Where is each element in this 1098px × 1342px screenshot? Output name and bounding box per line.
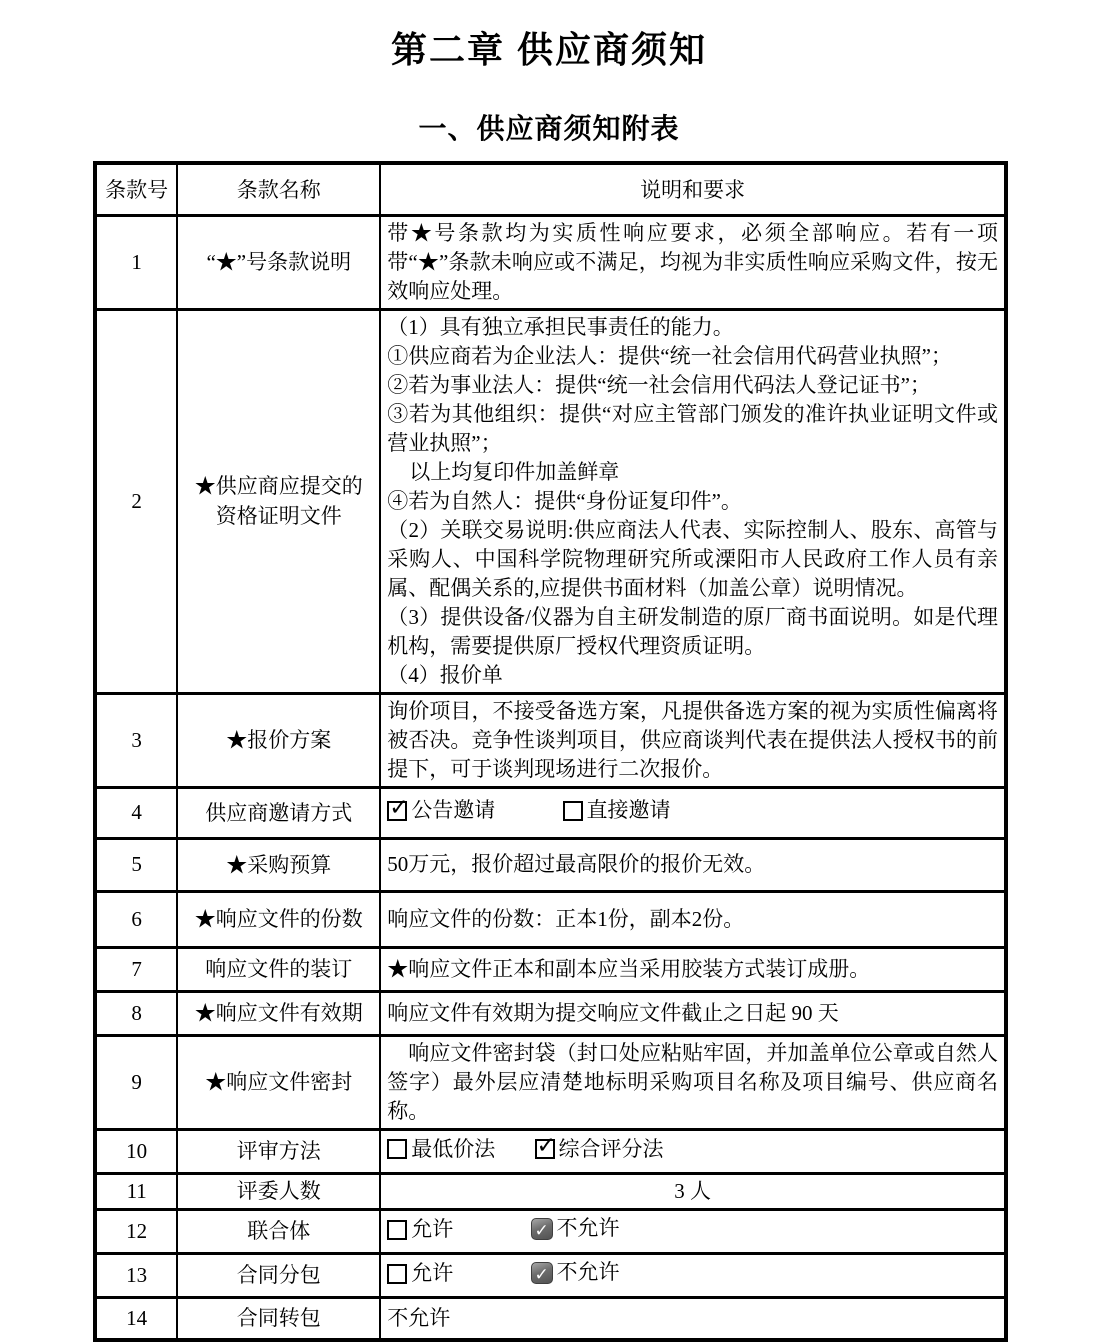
clause-no: 5 — [95, 838, 177, 891]
clause-no: 3 — [95, 693, 177, 787]
clause-no: 8 — [95, 991, 177, 1035]
table-header-row — [95, 163, 1006, 215]
checkbox-checked-gray-icon[interactable] — [531, 1218, 553, 1240]
clause-no: 6 — [95, 891, 177, 947]
supplier-notice-table — [93, 161, 1008, 1342]
option-subcontract-allowed[interactable] — [387, 1259, 453, 1288]
option-label: 综合评分法 — [558, 1136, 664, 1161]
checkbox-checked-icon[interactable] — [535, 1139, 555, 1159]
checkbox-unchecked-icon[interactable] — [387, 1220, 407, 1240]
option-consortium-not-allowed[interactable] — [531, 1214, 620, 1243]
clause-no: 10 — [95, 1129, 177, 1173]
table-row — [95, 1035, 1006, 1129]
option-public-invitation[interactable] — [387, 796, 495, 825]
clause-name: ★报价方案 — [177, 693, 380, 787]
table-row — [95, 1253, 1006, 1297]
table-row — [95, 947, 1006, 991]
clause-desc — [380, 309, 1006, 693]
clause-no: 4 — [95, 787, 177, 838]
desc-line: （4）报价单 — [387, 662, 503, 687]
clause-no: 14 — [95, 1297, 177, 1340]
checkbox-unchecked-icon[interactable] — [563, 801, 583, 821]
table-row — [95, 1209, 1006, 1253]
clause-no: 11 — [95, 1173, 177, 1209]
clause-desc: 响应文件的份数：正本1份，副本2份。 — [380, 891, 1006, 947]
checkbox-unchecked-icon[interactable] — [387, 1264, 407, 1284]
clause-name: ★响应文件有效期 — [177, 991, 380, 1035]
desc-line: （3）提供设备/仪器为自主研发制造的原厂商书面说明。如是代理机构，需要提供原厂授权代理资质证明。 — [387, 604, 998, 658]
clause-desc: 响应文件密封袋（封口处应粘贴牢固，并加盖单位公章或自然人签字）最外层应清楚地标明采购项目名称及项目编号、供应商名称。 — [380, 1035, 1006, 1129]
desc-line: ③若为其他组织：提供“对应主管部门颁发的准许执业证明文件或营业执照”； — [387, 401, 998, 455]
clause-name: ★供应商应提交的资格证明文件 — [177, 309, 380, 693]
clause-desc — [380, 1209, 1006, 1253]
clause-desc — [380, 787, 1006, 838]
clause-desc: 询价项目，不接受备选方案，凡提供备选方案的视为实质性偏离将被否决。竞争性谈判项目，供应商谈判代表在提供法人授权书的前提下，可于谈判现场进行二次报价。 — [380, 693, 1006, 787]
page-title: 第二章 供应商须知 — [390, 29, 707, 70]
clause-name: ★采购预算 — [177, 838, 380, 891]
desc-line: ②若为事业法人：提供“统一社会信用代码法人登记证书”； — [387, 372, 931, 397]
table-row — [95, 838, 1006, 891]
option-label: 公告邀请 — [411, 798, 496, 823]
desc-line: （1）具有独立承担民事责任的能力。 — [387, 314, 734, 339]
clause-name: 合同转包 — [177, 1297, 380, 1340]
desc-line: （2）关联交易说明:供应商法人代表、实际控制人、股东、高管与采购人、中国科学院物理研究所或溧阳市人民政府工作人员有亲属、配偶关系的,应提供书面材料（加盖公章）说明情况。 — [387, 517, 998, 600]
clause-no: 9 — [95, 1035, 177, 1129]
table-row — [95, 991, 1006, 1035]
table-row — [95, 693, 1006, 787]
clause-desc: ★响应文件正本和副本应当采用胶装方式装订成册。 — [380, 947, 1006, 991]
option-label: 最低价法 — [411, 1136, 496, 1161]
clause-no: 12 — [95, 1209, 177, 1253]
clause-name: “★”号条款说明 — [177, 215, 380, 309]
checkbox-checked-gray-icon[interactable] — [531, 1262, 553, 1284]
clause-name: 联合体 — [177, 1209, 380, 1253]
clause-no: 13 — [95, 1253, 177, 1297]
clause-desc: 响应文件有效期为提交响应文件截止之日起 90 天 — [380, 991, 1006, 1035]
desc-line: ④若为自然人：提供“身份证复印件”。 — [387, 488, 742, 513]
checkbox-unchecked-icon[interactable] — [387, 1139, 407, 1159]
checkbox-checked-icon[interactable] — [387, 801, 407, 821]
clause-name: 响应文件的装订 — [177, 947, 380, 991]
option-label: 允许 — [411, 1217, 454, 1242]
clause-no: 1 — [95, 215, 177, 309]
clause-name: 供应商邀请方式 — [177, 787, 380, 838]
option-label: 不允许 — [556, 1216, 620, 1241]
option-label: 不允许 — [556, 1260, 620, 1285]
clause-desc — [380, 1129, 1006, 1173]
header-clause-no: 条款号 — [95, 163, 177, 215]
table-row — [95, 309, 1006, 693]
desc-line: ①供应商若为企业法人：提供“统一社会信用代码营业执照”； — [387, 343, 952, 368]
clause-desc: 不允许 — [380, 1297, 1006, 1340]
clause-no: 7 — [95, 947, 177, 991]
table-row — [95, 1297, 1006, 1340]
section-subtitle: 一、供应商须知附表 — [418, 113, 680, 144]
header-clause-name: 条款名称 — [177, 163, 380, 215]
option-subcontract-not-allowed[interactable] — [531, 1258, 620, 1287]
table-row — [95, 787, 1006, 838]
header-clause-desc: 说明和要求 — [380, 163, 1006, 215]
option-lowest-price-method[interactable] — [387, 1135, 495, 1164]
clause-desc: 50万元，报价超过最高限价的报价无效。 — [380, 838, 1006, 891]
desc-line: 以上均复印件加盖鲜章 — [409, 459, 620, 484]
clause-name: ★响应文件的份数 — [177, 891, 380, 947]
clause-name: ★响应文件密封 — [177, 1035, 380, 1129]
clause-name: 评审方法 — [177, 1129, 380, 1173]
option-comprehensive-scoring-method[interactable] — [535, 1135, 664, 1164]
option-direct-invitation[interactable] — [563, 796, 671, 825]
option-label: 允许 — [411, 1261, 454, 1286]
clause-desc: 带★号条款均为实质性响应要求，必须全部响应。若有一项带“★”条款未响应或不满足，均视为非实质性响应采购文件，按无效响应处理。 — [380, 215, 1006, 309]
table-row — [95, 1129, 1006, 1173]
clause-name: 合同分包 — [177, 1253, 380, 1297]
table-row — [95, 891, 1006, 947]
clause-name: 评委人数 — [177, 1173, 380, 1209]
table-row — [95, 215, 1006, 309]
clause-desc — [380, 1253, 1006, 1297]
table-row — [95, 1173, 1006, 1209]
clause-desc: 3 人 — [380, 1173, 1006, 1209]
option-consortium-allowed[interactable] — [387, 1215, 453, 1244]
clause-no: 2 — [95, 309, 177, 693]
option-label: 直接邀请 — [586, 798, 671, 823]
